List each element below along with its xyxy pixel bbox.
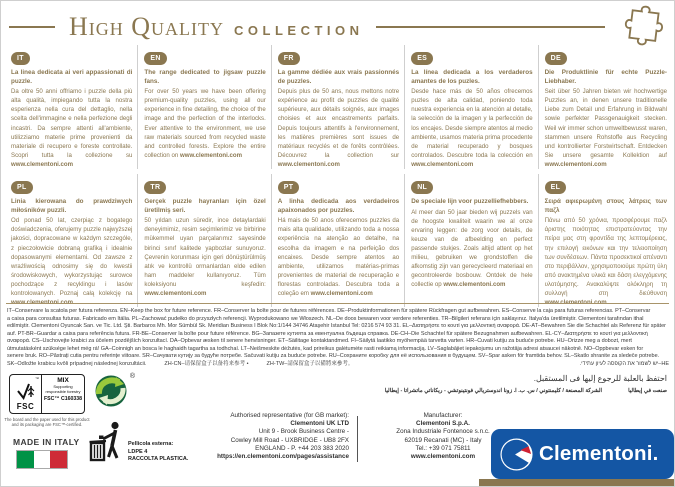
lang-badge-pl: PL [11, 181, 33, 194]
fsc-label [9, 374, 85, 414]
lang-website: www.clementoni.com [310, 289, 373, 297]
lang-badge-el: EL [545, 181, 567, 194]
fsc-tm-mark: ™ [35, 376, 39, 381]
lang-badge-it: IT [11, 52, 30, 65]
legal-sk: SK–Odložte krabicu kvôli prípadnej následnej konzultácii. [7, 360, 147, 367]
fsc-supporting-text: Supporting responsible forestry [45, 384, 81, 394]
lang-section-it [5, 45, 138, 169]
manufacturer-name: Clementoni S.p.A. [416, 420, 470, 428]
manufacturer-address-1: Zona Industriale Fontenoce s.n.c. [396, 428, 490, 436]
flag-white-stripe [34, 451, 51, 468]
legal-line-2: a caixa para consultas futuras. Fabricado em Itália. PL–Zachować pudełko do przyszłych referencji. Wyprodukowano we Włoszech. NL–De doos bewaren voor verdere referenties. TR–Bilgileri referans için saklayınız. İtalya'da üretilmiştir. Clementoni tarafından ithal [7, 315, 644, 322]
clementoni-logo [491, 429, 674, 479]
legal-line-1: IT–Conservare la scatola per futura referenza. EN–Keep the box for future reference. FR–Conserver la boîte pour de futures références. DE–Produktinformationen für spätere Rückfragen gut aufbewahren. ES–Conserve la caja para futuras referencias. PT–Conservar [7, 308, 651, 314]
lang-section-en [138, 45, 271, 169]
arabic-keep-box-text: احتفظ بالعلبة للرجوع إليها فى المستقبل. [533, 374, 667, 383]
manufacturer-url: www.clementoni.com [410, 453, 476, 461]
lang-body-text: Seit über 50 Jahren bieten wir hochwertige Puzzles an, in denen unsere traditionelle Liebe zum Detail und Erfahrung in Bildwahl sowie perfekter Passgenauigkeit stecken. Weil wir immer schon umweltbewusst waren, stammen unsere Rohstoffe aus Recycling und kontrollierter Forstwirtschaft. Entdecken Sie unsere gesamte Kollektion auf [544, 88, 667, 159]
header-rule-left [9, 26, 55, 28]
lang-badge-es: ES [411, 52, 433, 65]
lang-website: www.clementoni.com [411, 160, 474, 168]
arabic-manufacturer-text: الشركة المصنعة / كليمنتوني / س. ب. ا. زونا اندوستريالي فونتينوتشي - ريكاناتي ماتشراتا - إيطاليا [384, 388, 603, 394]
flag-red-stripe [50, 451, 67, 468]
italy-flag [16, 450, 68, 469]
lang-body-text: Desde hace más de 50 años ofrecemos puzles de alta calidad, poniendo toda nuestra experiencia en la atención al detalle, la selección de la imagen y la perfección de los encajes. Desde siempre atentos al medio ambiente, usamos materia prima procedente de material recuperado y bosques controlados. Descubre toda la colección en [411, 88, 533, 159]
gb-address-1: Unit 9 - Brook Business Centre - [258, 428, 349, 436]
legal-line-8 [7, 361, 669, 369]
lang-heading: De speciale lijn voor puzzelliefhebbers. [411, 198, 529, 206]
arabic-manufacturer-line [385, 388, 667, 394]
lang-heading: The range dedicated to jigsaw puzzle fans. [144, 69, 266, 85]
address-divider [357, 416, 358, 462]
lang-badge-tr: TR [144, 181, 166, 194]
gb-label: Authorised representative (for GB market): [230, 412, 349, 419]
lang-body [278, 216, 399, 298]
lang-section-de [539, 45, 672, 169]
puzzle-piece-icon [617, 4, 669, 50]
lang-website: www.clementoni.com [179, 151, 243, 159]
lang-website: www.clementoni.com [144, 289, 207, 297]
green-dot-recycling-icon [95, 375, 135, 409]
lang-section-nl [405, 174, 538, 307]
flag-green-stripe [17, 451, 34, 468]
legal-line-6: útmutatásként szüksége lehet még rá! GA–Coinnigh an bosca le haghaidh tagartha sa todhchaí. LT–Neišmeskite dėžutės, kad prireikus galėtumėte rasti reikiamą informaciją. LV–Saglabājiet iepakojumu un ražotāja adresi atsaucei nākotnē. NO–Oppbevar esken for [7, 345, 644, 352]
legal-multilingual-text [7, 308, 669, 368]
gb-assistance-url: https://en.clementoni.com/pages/assistance [217, 453, 349, 461]
lang-section-pt [272, 174, 405, 307]
gb-representative-block [169, 412, 349, 461]
lang-badge-en: EN [144, 52, 166, 65]
manufacturer-address-2: 62019 Recanati (MC) - Italy [404, 436, 482, 444]
header [9, 5, 669, 49]
lang-badge-pt: PT [278, 181, 300, 194]
legal-zh-tw: ZH-TW–請保留盒子以備將來參考。 [266, 360, 354, 367]
lang-heading: Σειρά αφιερωμένη στους λάτρεις των παζλ [544, 198, 667, 214]
lang-badge-de: DE [545, 52, 567, 65]
fsc-mix-label: MIX [57, 377, 69, 384]
lang-website: www.clementoni.com [443, 281, 506, 289]
lang-body-text: Πάνω από 50 χρόνια, προσφέρουμε παζλ άριστης ποιότητας επιστρατεύοντας την πείρα μας στη φροντίδα της λεπτομέρειας, την επιλογή εικόνων και την τελειοποίηση των συνδέσεων. Πάντα προσεκτικοί απέναντι στο περιβάλλον, χρησιμοποιούμε πρώτη ύλη από ανακτημένα υλικά και δάση ελεγχόμενης υλοτόμησης. Ανακαλύψτε ολόκληρη τη συλλογή στη διεύθυνση [544, 217, 667, 297]
clementoni-wordmark: Clementoni. [539, 442, 659, 465]
lang-body [11, 87, 132, 169]
lang-body [411, 87, 532, 169]
lang-body [11, 216, 132, 307]
clementoni-logo-mark [499, 437, 534, 472]
lang-body-text: Od ponad 50 lat, czerpiąc z bogatego doświadczenia, oferujemy puzzle najwyższej jakości, dopracowane w każdym szczególe, z pieczołowicie dobraną grafiką i idealnie dopasowanymi elementami. Od zawsze z wrażliwością odnosimy się do kwestii środowiskowych, wykorzystując surowce pochodzące z recyklingu i lasów kontrolowanych. Poznaj całą kolekcję na [11, 217, 133, 297]
registered-mark: ® [129, 373, 135, 380]
lang-website: www.clementoni.com [11, 160, 74, 168]
gb-address-2: Cowley Mill Road - UXBRIDGE - UB8 2FX [230, 436, 349, 444]
gb-company-name: Clementoni UK LTD [290, 420, 349, 428]
lang-heading: Gerçek puzzle hayranları için özel üretilmiş seri. [144, 198, 266, 214]
lang-website: www.clementoni.com [277, 160, 340, 168]
tidyman-litter-icon [88, 420, 124, 473]
lang-body [144, 216, 265, 298]
collection-subtitle: COLLECTION [234, 22, 364, 38]
lang-heading: La línea dedicada a los verdaderos amantes de los puzles. [411, 69, 533, 85]
lang-section-tr [138, 174, 271, 307]
box-bottom-gold-bar [479, 479, 675, 487]
film-line-2: LDPE 4 [128, 448, 148, 455]
made-in-italy-label: MADE IN ITALY [13, 437, 80, 447]
legal-line-4: auf. PT-BR–Guardar a caixa para referência futura. FR-BE–Conserver la boîte pour future référence. BG–Запазете кутията за евентуална бъдеща справка. DE-CH–Die Schachtel für spätere Bezugnahmen aufbewahren. EL-CY–Διατηρήστε το κουτί για μελλοντική [7, 330, 648, 337]
lang-badge-nl: NL [411, 181, 433, 194]
lang-body-text: 50 yıldan uzun süredir, ince detaylardaki deneyimimiz, resim seçimlerimiz ve birbirine mükemmel uyan parçalarımız sayesinde birinci sınıf kalitede yapbozlar sunuyoruz. Çevrenin korunması için geri dönüştürülmüş atık ve kontrollü ormanlardan elde edilen ham maddeler kullanıyoruz. Tüm koleksiyonu keşfedin: [144, 217, 266, 288]
fsc-details [42, 375, 84, 413]
lang-website: www.clementoni.com [544, 160, 607, 168]
lang-heading: La gamme dédiée aux vrais passionnés de puzzles. [277, 69, 400, 85]
legal-divider-rule [6, 303, 669, 304]
manufacturer-address-3: Tel.: +39 071 75811 [415, 444, 471, 452]
film-line-1: Pellicola esterna: [128, 441, 174, 447]
legal-line-5: αναφορά. CS–Uschovejte krabici za účelem pozdějších konzultací. DA–Opbevar æsken til senere henvisninger. ET–Säilitage kontaktandmed. FI–Säilytä laatikko myöhempää tarvetta varten. HR–Čuvati kutiju za buduće potrebe. HU–Őrizze meg a dobozt, mert [7, 338, 632, 344]
arabic-made-in-italy: صنعت في إيطاليا [628, 388, 667, 394]
legal-zh-cn: ZH-CN–请保留盒子以备将来参考 • [164, 360, 249, 367]
lang-section-fr [272, 45, 405, 169]
gb-address-3: ENGLAND - P. +44 203 383 2020 [255, 444, 349, 452]
lang-heading: A linha dedicada aos verdadeiros apaixonados por puzzles. [277, 198, 400, 214]
lang-body-text: Al meer dan 50 jaar bieden wij puzzels van de hoogste kwaliteit waarin we al onze ervaring leggen: de zorg voor details, de keuze van de afbeelding en perfect passende stukjes. Zoals altijd attent op het milieu, gebruiken we grondstoffen die afkomstig zijn van gerecycleerd materiaal en gecontroleerde bosbouw. Ontdek de hele collectie op [411, 208, 533, 289]
fsc-certified-note: The board and the paper used for this product and its packaging are FSC™-certified. [4, 417, 90, 428]
legal-line-3: edilmiştir. Clementoni Oyuncak San. ve Tic. Ltd. Şti. Barbaros Mh. Mor Sümbül Sk. Meridian Business I Blok No:1/144 34746 Ataşehir İstanbul Tel: 0216 574 93 31. EL–Διατηρήστε το κουτί για μελλοντική αναφορά. DE-AT–Bewahren Sie die Schachtel als Referenz für später [7, 323, 666, 329]
film-line-3: RACCOLTA PLASTICA. [128, 456, 189, 463]
fsc-acronym: FSC [16, 402, 35, 411]
lang-body [144, 87, 265, 160]
legal-he: HE–יש לשמור את הקופסה לעיון עתידי. [579, 360, 669, 367]
lang-heading: Die Produktlinie für echte Puzzle-Liebhaber. [544, 69, 667, 85]
fsc-tree-icon [10, 375, 42, 413]
lang-section-pl [5, 174, 138, 307]
lang-body-text: Depuis plus de 50 ans, nous mettons notre expérience au profit de puzzles de qualité supérieure, aux détails soignés, aux images choisies et aux encastrements parfaits. Depuis toujours attentifs à l'environnement, les matières premières sont issues de matériaux recyclés et de forêts contrôlées. Découvrez la collection sur [277, 88, 400, 159]
lang-section-el [539, 174, 672, 307]
manufacturer-label: Manufacturer: [423, 412, 463, 419]
legal-line-7: senere bruk. RO–Păstrați cutia pentru referințe viitoare. SR–Сачувати кутију за будуће потребе. Sačuvati kutiju za buduće potrebe. RU–Сохраните коробку для её использования в будущем. SV–Spar asken för framtida behov. SL–Škatlo shranite za sledeče potrebe. [7, 353, 660, 359]
lang-body-text: Há mais de 50 anos oferecemos puzzles da mais alta qualidade, utilizando toda a nossa experiência na atenção ao detalhe, na escolha da imagem e na perfeição dos encaixes. Desde sempre atentos ao ambiente, utilizamos matérias-primas provenientes de material de recuperação e florestas controladas. Descubra toda a coleção em [277, 217, 400, 297]
language-sections [5, 45, 672, 307]
lang-body [411, 208, 532, 290]
collection-title: High Quality [69, 12, 225, 41]
lang-heading: Linia kierowana do prawdziwych miłośników puzzli. [11, 198, 133, 214]
lang-badge-fr: FR [278, 52, 300, 65]
fsc-certificate-code: FSC™ C160338 [43, 395, 83, 402]
header-rule-right [376, 26, 605, 28]
lang-body-text: For over 50 years we have been offering premium-quality puzzles, using all our experience in fine detailing, the choice of the image and the perfection of the interlocks. Ever attentive to the environment, we use raw materials sourced from recycled waste and controlled forests. Explore the entire collection on [144, 88, 266, 159]
lang-body [545, 216, 667, 307]
lang-body [545, 87, 667, 169]
lang-body [278, 87, 399, 169]
lang-section-es [405, 45, 538, 169]
lang-body-text: Da oltre 50 anni offriamo i puzzle della più alta qualità, impiegando tutta la nostra esperienza nella cura del dettaglio, nella scelta dell'immagine e nella perfezione degli incastri. Da sempre attenti all'ambiente, utilizziamo materie prime provenienti da materiale di recupero e foreste controllate. Scopri tutta la collezione su [11, 88, 133, 159]
lang-heading: La linea dedicata ai veri appassionati di puzzle. [11, 69, 133, 85]
